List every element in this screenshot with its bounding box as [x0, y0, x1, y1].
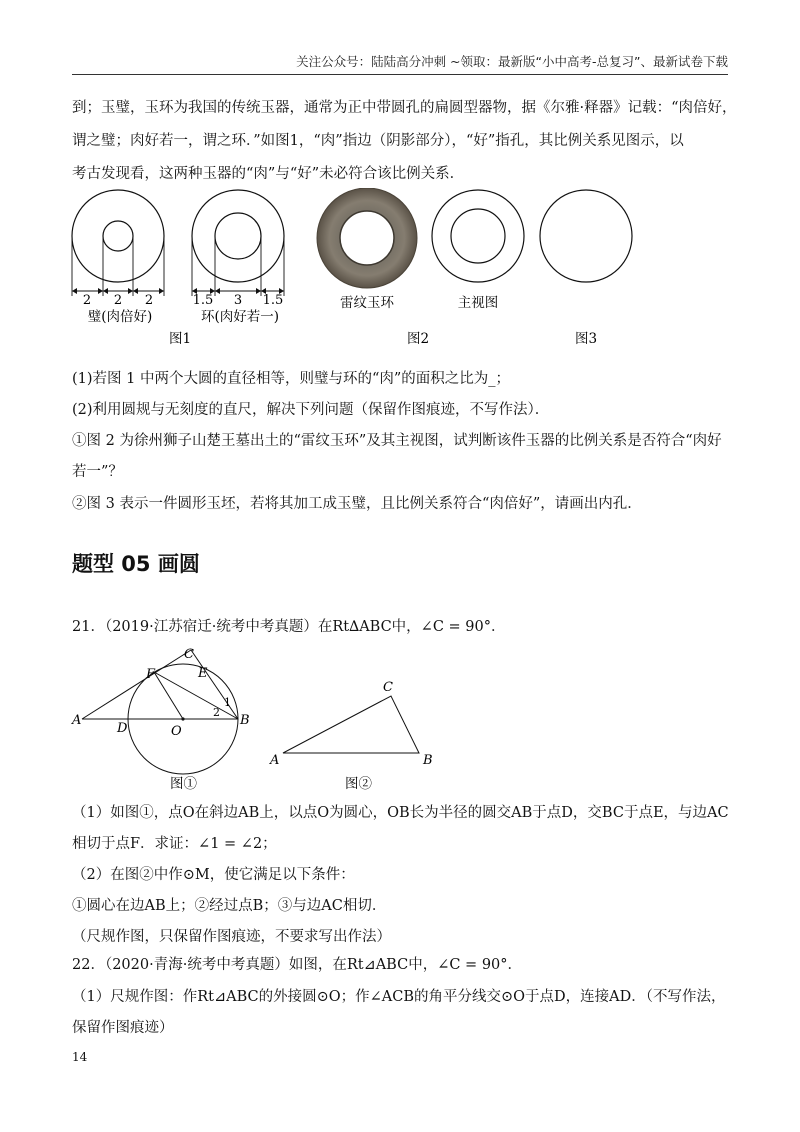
huan-label: 环(肉好若一) [200, 309, 280, 325]
jade-ring-photo [317, 188, 417, 288]
bi-diagram [72, 190, 164, 325]
bi-dim-3: 2 [144, 293, 154, 308]
jade-front-view [432, 190, 524, 282]
section-heading: 题型 05 画圆 [72, 552, 200, 576]
jade-figures [60, 188, 700, 358]
page-header: 关注公众号：陆陆高分冲刺 ~领取：最新版“小中高考-总复习”、最新试卷下载 [296, 54, 728, 69]
fig1-caption: 图1 [168, 331, 192, 347]
q21-figures [60, 640, 460, 800]
intro-line-1: 到；玉璧，玉环为我国的传统玉器，通常为正中带圆孔的扁圆型器物，据《尔雅·释器》记载：“肉倍好， [72, 100, 737, 116]
q21b-label-A: A [270, 753, 280, 768]
fig2-caption: 图2 [406, 331, 430, 347]
huan-dim-3: 1.5 [262, 293, 284, 308]
q22-part1-line2: 保留作图痕迹） [72, 1020, 174, 1036]
bi-label: 璧(肉倍好) [87, 309, 153, 325]
q20-part1: (1)若图 1 中两个大圆的直径相等，则璧与环的“肉”的面积之比为_； [72, 371, 511, 387]
header-rule [72, 74, 728, 75]
jade-blank-circle [540, 190, 632, 282]
bi-dim-2: 2 [113, 293, 123, 308]
huan-dim-1: 1.5 [192, 293, 214, 308]
fig3-caption: 图3 [574, 331, 598, 347]
intro-line-2: 谓之璧；肉好若一，谓之环．”如图1，“肉”指边（阴影部分），“好”指孔，其比例关系见图示，以 [72, 133, 684, 149]
q21a-label-C: C [184, 647, 194, 662]
q21-part2: （2）在图②中作⊙M，使它满足以下条件： [72, 867, 355, 883]
q21-stem: 21．（2019·江苏宿迁·统考中考真题）在Rt∆ABC中，∠C = 90°． [72, 619, 506, 635]
huan-diagram [192, 190, 284, 325]
q21-part1-line1: （1）如图①，点O在斜边AB上，以点O为圆心，OB长为半径的圆交AB于点D，交BC于点E，与边AC [72, 805, 729, 821]
jade-photo-label: 雷纹玉环 [340, 295, 394, 311]
q21a-label-E: E [198, 666, 208, 681]
q22-part1-line1: （1）尺规作图：作Rt⊿ABC的外接圆⊙O；作∠ACB的角平分线交⊙O于点D，连接AD．（不写作法， [72, 989, 726, 1005]
q21b-label-B: B [423, 753, 433, 768]
q21b-label-C: C [383, 680, 393, 695]
q21-figure-2 [283, 696, 419, 753]
front-view-label: 主视图 [457, 295, 499, 311]
q20-part2a-line1: ①图 2 为徐州狮子山楚王墓出土的“雷纹玉环”及其主视图，试判断该件玉器的比例关系是否符合“肉好 [72, 433, 722, 449]
huan-dim-2: 3 [233, 293, 243, 308]
q21a-label-O: O [171, 724, 182, 739]
q21a-label-A: A [72, 713, 82, 728]
page-number: 14 [72, 1050, 88, 1064]
intro-line-3: 考古发现看，这两种玉器的“肉”与“好”未必符合该比例关系． [72, 166, 465, 182]
q21-part2-note: （尺规作图，只保留作图痕迹，不要求写出作法） [72, 929, 391, 945]
q21-fig1-caption: 图① [170, 776, 197, 792]
q21a-label-B: B [240, 713, 250, 728]
bi-dim-1: 2 [82, 293, 92, 308]
q20-part2b: ②图 3 表示一件圆形玉坯，若将其加工成玉璧，且比例关系符合“肉倍好”，请画出内孔． [72, 496, 642, 512]
q21a-label-F: F [146, 667, 156, 682]
q21-part1-line2: 相切于点F．求证：∠1 = ∠2； [72, 836, 277, 852]
q21a-label-D: D [117, 721, 128, 736]
q22-stem: 22．（2020·青海·统考中考真题）如图，在Rt⊿ABC中，∠C = 90°． [72, 957, 523, 973]
q21a-angle-2: 2 [213, 706, 220, 719]
q20-part2a-line2: 若一”？ [72, 464, 123, 480]
q21-fig2-caption: 图② [345, 776, 372, 792]
q21-part2-conditions: ①圆心在边AB上；②经过点B；③与边AC相切． [72, 898, 387, 914]
q20-part2: (2)利用圆规与无刻度的直尺，解决下列问题（保留作图痕迹，不写作法）． [72, 402, 550, 418]
q21a-angle-1: 1 [224, 696, 231, 709]
